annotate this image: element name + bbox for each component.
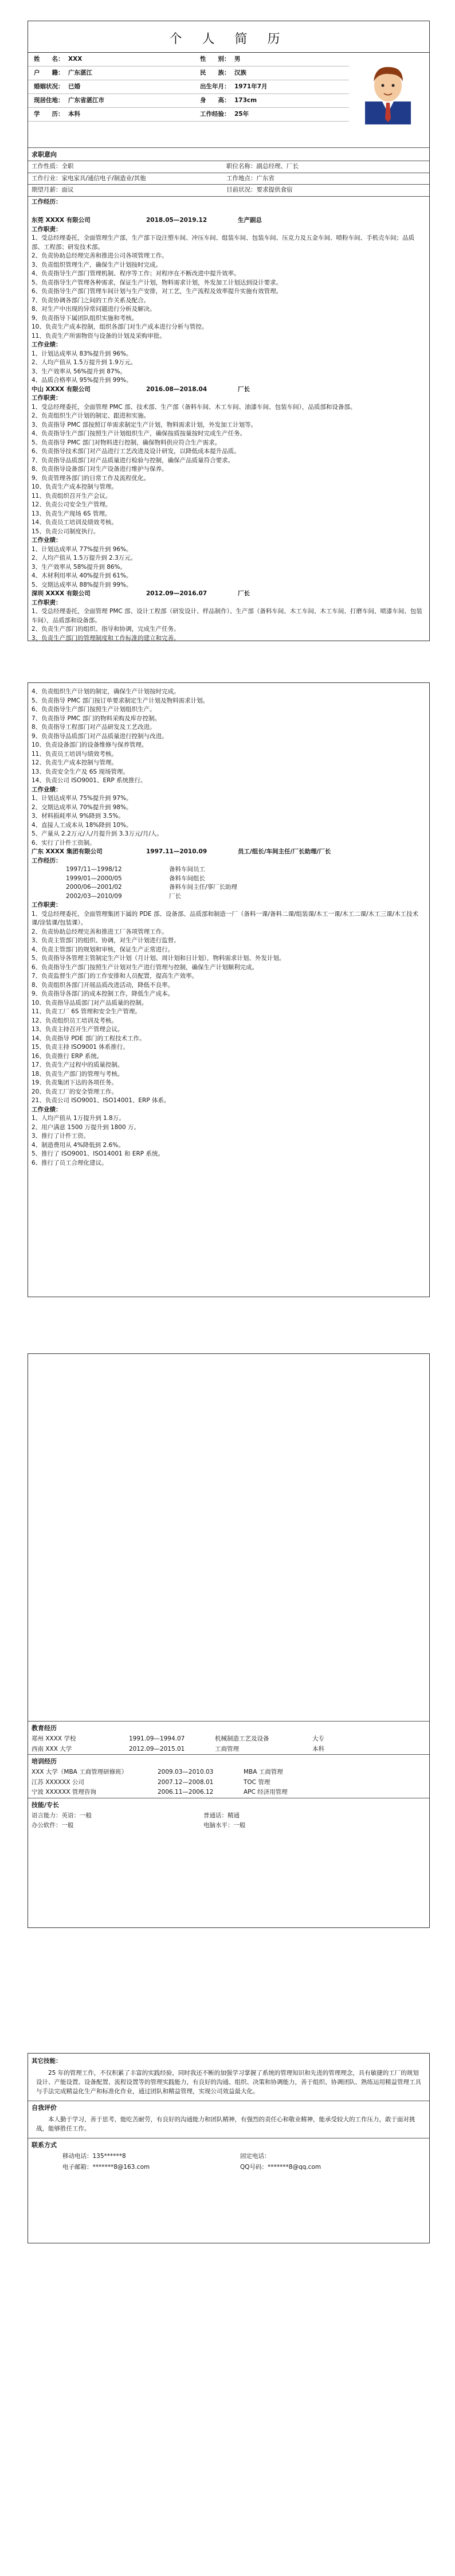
label: 工作地点： (226, 174, 257, 182)
label: 移动电话： (62, 2152, 93, 2160)
profile-label: 身 高： (200, 97, 230, 104)
profile-label: 出生年月： (200, 83, 230, 90)
course: APC 经济用管理 (244, 1789, 288, 1796)
job-line: 21、负责公司 ISO9001、ISO14001、ERP 体系。 (32, 1097, 170, 1104)
job-line: 5、交期达成率从 88%提升到 99%。 (32, 581, 132, 588)
job-line: 6、推行了员工合理化建议。 (32, 1159, 108, 1166)
job-line: 9、负责管理各部门的日常工作及流程优化。 (32, 474, 150, 482)
history-role: 备料车间主任/事厂长助理 (169, 884, 238, 891)
job-line: 15、负责公司制度执行。 (32, 528, 100, 535)
job-line: 14、负责指导 PDE 部门的工程技术工作。 (32, 1035, 146, 1042)
job-line: 18、负责生产部门的管理与考核。 (32, 1070, 124, 1078)
job-line: 14、负责公司 ISO9001、ERP 系统推行。 (32, 777, 147, 784)
job-line: 3、负责生产部门的管理制度和工作标准的建立和完善。 (32, 634, 180, 642)
job-line: 5、负责指导 PMC 部门对物料进行控制，确保物料供应符合生产需求。 (32, 439, 221, 446)
profile-label: 户 籍： (34, 69, 64, 76)
profile-label: 学 历： (34, 111, 64, 118)
training-heading: 培训经历 (28, 1754, 429, 1767)
degree: 大专 (312, 1735, 324, 1742)
institution: 宁波 XXXXXX 管理咨询 (32, 1789, 96, 1796)
profile-value: 25年 (234, 111, 249, 118)
profile-value: 广东省湛江市 (68, 97, 104, 104)
job-line: 2、负责协助总经理完善和推进工厂各项管理工作。 (32, 928, 168, 935)
institution: 江苏 XXXXXX 公司 (32, 1778, 84, 1786)
job-line: 9、负责指导下属团队组织实施和考核。 (32, 314, 138, 322)
job-line: 12、负责组织员工培训及考核。 (32, 1017, 117, 1024)
profile-label: 现居住地： (34, 97, 64, 104)
job-line: 4、负责组织生产计划的制定，确保生产计划按时完成。 (32, 688, 180, 695)
profile-label: 姓 名： (34, 56, 64, 63)
job-line: 6、负责指导技术部门对产品进行工艺改进及设计研发，以降低成本提升品质。 (32, 448, 240, 455)
job-line: 5、负责指导 PMC 部门按订单要求制定生产计划及物料需求计划。 (32, 697, 209, 704)
profile-value: 男 (234, 56, 241, 63)
job-line: 3、推行了计件工资。 (32, 1133, 90, 1139)
period: 2012.09—2015.01 (129, 1745, 185, 1753)
job-line: 9、负责指导品质部门对产品质量进行控制与改进。 (32, 732, 168, 740)
job-line: 1、受总经理委托，全面管理生产部，生产部下设注塑车间、冲压车间、组装车间、包装车间、压克力及五金车间、喷粉车间、手机壳车间；品质部、工程部；研发技术部。 (32, 235, 415, 251)
job-line: 5、推行了 ISO9001、ISO14001 和 ERP 系统。 (32, 1150, 164, 1157)
status: 要求提供食宿 (256, 186, 293, 193)
profile-label: 民 族： (200, 69, 230, 76)
job-line: 工作业绩： (32, 341, 62, 348)
job-period: 2018.05—2019.12 (146, 217, 207, 224)
profile-value: 173cm (234, 97, 257, 104)
mandarin-level: 精通 (227, 1812, 240, 1819)
job-title: 生产副总 (238, 217, 262, 224)
job-line: 16、负责推行 ERP 系统。 (32, 1052, 103, 1060)
period: 2009.03—2010.03 (158, 1769, 214, 1775)
job-line: 20、负责工厂的安全管理工作。 (32, 1088, 117, 1095)
job-line: 13、负责安全生产及 6S 现场管理。 (32, 768, 129, 775)
job-line: 4、负责指导生产部门管理机制、程序等工作；对程序在不断改进中提升效率。 (32, 270, 240, 277)
history-period: 2000/06—2001/02 (66, 884, 122, 891)
computer-level: 一般 (233, 1822, 246, 1829)
job-line: 5、产量从 2.2万元/人/月提升到 3.3万元/月/人。 (32, 830, 163, 837)
job-line: 4、制造费用从 4%降低到 2.6%。 (32, 1141, 124, 1149)
label: 目前状况： (226, 186, 257, 193)
label: 工作行业： (32, 174, 62, 182)
intent-section (28, 147, 429, 208)
education-section (28, 1721, 429, 1831)
job-line: 5、负责指导生产管理各种需求，保证生产计划，物料需求计划，外发加工计划达到设计要求。 (32, 279, 283, 286)
job-line: 工作职责： (32, 225, 62, 233)
job-title: 员工/组长/车间主任/厂长助理/厂长 (238, 848, 331, 855)
other-skills-heading: 其它技能： (32, 2058, 62, 2064)
job-line: 2、人均产值从 1.5万提升到 2.3万元。 (32, 555, 137, 561)
industry: 家电家具/通信电子/制造业/其他 (61, 174, 146, 182)
language-level: 英语：一般 (61, 1812, 92, 1819)
profile-row (28, 80, 349, 94)
office-level: 一般 (61, 1822, 74, 1829)
history-role: 厂长 (169, 892, 181, 900)
label: 职位名称： (226, 163, 257, 170)
label: 语言能力： (32, 1812, 62, 1819)
history-period: 1999/01—2000/05 (66, 875, 122, 882)
job-title: 副总经理、厂长 (256, 163, 299, 170)
history-row (32, 865, 426, 875)
job-line: 11、负责组织召开生产会议。 (32, 492, 112, 499)
institution: XXX 大学（MBA 工商管理研修班） (32, 1769, 128, 1775)
profile-label: 工作经验： (200, 111, 230, 118)
salary: 面议 (61, 186, 74, 193)
job-line: 7、负责协调各部门之间的工作关系及配合。 (32, 296, 150, 304)
profile-value: 本科 (68, 111, 80, 118)
self-eval-text: 本人勤于学习，善于思考，能吃苦耐劳，有良好的沟通能力和团队精神，有强烈的责任心和敬业精神，能承受较大的工作压力，敢于面对挑战，能够胜任工作。 (36, 2116, 415, 2132)
job-header (32, 216, 426, 225)
job-line: 11、负责生产所需物资与设备的计划及采购审批。 (32, 332, 166, 339)
job-line: 3、负责主管部门的组织、协调，对生产计划进行监督。 (32, 937, 180, 944)
job-line: 2、人均产值从 1.5万提升到 1.9万元。 (32, 359, 137, 366)
job-line: 工作业绩： (32, 786, 62, 793)
job-line: 工作职责： (32, 599, 62, 606)
job-line: 11、负责员工培训与绩效考核。 (32, 750, 117, 758)
profile-value: 已婚 (68, 83, 80, 90)
job-line: 12、负责生产成本控制与管理。 (32, 759, 117, 766)
job-line: 2、负责生产部门的组织、指导和协调，完成生产任务。 (32, 626, 180, 633)
contact-heading: 联系方式 (28, 2138, 429, 2151)
job-header (32, 848, 426, 857)
work-type: 全职 (61, 163, 74, 170)
experience-flow-1 (32, 216, 426, 643)
page-title: 个 人 简 历 (28, 21, 429, 53)
job-line: 工作业绩： (32, 537, 62, 544)
school: 西南 XXX 大学 (32, 1745, 72, 1753)
course: TOC 管理 (244, 1778, 270, 1786)
training-row (28, 1767, 429, 1778)
profile-row (28, 53, 349, 67)
training-row (28, 1787, 429, 1798)
job-line: 3、负责指导 PMC 部按照订单需求制定生产计划，物料需求计划，外发加工计划等。 (32, 421, 257, 428)
job-line: 4、品质合格率从 95%提升到 99%。 (32, 377, 132, 384)
history-row (32, 892, 426, 901)
job-line: 2、负责组织生产计划的制定、跟进和实施。 (32, 412, 150, 419)
major: 机械制造工艺及设备 (215, 1735, 269, 1742)
job-header (32, 385, 426, 395)
email: *******8@163.com (92, 2164, 150, 2171)
job-line: 1、受总经理委托，全面管理 PMC 部、设计工程部（研发设计、样品制作）、生产部（备料车间、木工车间、木工车间、打磨车间、喷漆车间、包装车间），品质部和设备部。 (32, 608, 422, 624)
location: 广东省 (256, 174, 274, 182)
job-period: 1997.11—2010.09 (146, 848, 207, 855)
job-line: 工作职责： (32, 395, 62, 401)
self-eval-heading: 自我评价 (28, 2101, 429, 2114)
major: 工商管理 (215, 1745, 239, 1753)
history-role: 备料车间组长 (169, 875, 205, 882)
label: QQ号码： (240, 2164, 268, 2171)
period: 1991.09—1994.07 (129, 1735, 185, 1742)
history-role: 备料车间员工 (169, 866, 205, 873)
education-row (28, 1734, 429, 1744)
other-skills-text: 25 年的管理工作，不仅积累了丰富的实践经验，同时我还不断的加强学习掌握了系统的管理知识和先进的管理理念，具有敏捷的工厂的规划设计、产能设置、设备配置、流程设置等的管理实践能力，有良好的沟通、组织、决策和协调能力，善于组织、协调团队、熟练运用精益管理工具与手法完成精益化生产和标准化作业，通过团队和精益管理，实现公司效益最大化。 (36, 2069, 421, 2095)
job-line: 2、负责协助总经理完善和推进公司各项管理工作。 (32, 252, 168, 259)
job-period: 2016.08—2018.04 (146, 385, 207, 393)
job-period: 2012.09—2016.07 (146, 590, 207, 597)
intent-heading: 求职意向 (28, 147, 429, 161)
job-line: 6、负责指导生产部门管理车间计划与生产安排，对工艺，生产流程及效率提升实施有效管理。 (32, 288, 283, 295)
job-line: 1、计划达成率从 75%提升到 97%。 (32, 795, 132, 802)
label: 普通话： (203, 1812, 227, 1819)
profile-value: 广东湛江 (68, 69, 92, 76)
job-title: 厂长 (238, 590, 250, 597)
job-line: 4、直接人工成本从 18%降到 10%。 (32, 821, 132, 829)
label: 电子邮箱： (62, 2164, 93, 2171)
history-period: 1997/11—1998/12 (66, 866, 122, 873)
experience-heading: 工作经历： (28, 196, 429, 208)
company-name: 深圳 XXXX 有限公司 (32, 590, 91, 597)
profile-value: 汉族 (234, 69, 246, 76)
qq-number: *******8@qq.com (268, 2164, 321, 2171)
company-name: 广东 XXXX 集团有限公司 (32, 848, 103, 855)
job-line: 3、材料损耗率从 9%降到 3.5%。 (32, 813, 124, 819)
job-line: 3、生产效率从 58%提升到 86%。 (32, 563, 127, 571)
job-title: 厂长 (238, 385, 250, 393)
company-name: 东莞 XXXX 有限公司 (32, 217, 91, 224)
job-line: 3、生产效率从 56%提升到 87%。 (32, 368, 127, 375)
company-name: 中山 XXXX 有限公司 (32, 385, 91, 393)
label: 期望月薪： (32, 186, 62, 193)
job-line: 6、负责指导生产部门按照生产计划对生产进行管理与控制，确保生产计划顺利完成。 (32, 963, 258, 971)
profile-label: 性 别： (200, 56, 230, 63)
job-line: 13、负责生产现场 6S 管理。 (32, 510, 111, 517)
job-line: 4、负责指导生产部门按照生产计划组织生产，确保按质按量按时完成生产任务。 (32, 430, 246, 437)
history-period: 2002/03—2010/09 (66, 892, 122, 900)
profile-value: XXX (68, 56, 83, 63)
job-line: 7、负责指导 PMC 部门的物料采购及库存控制。 (32, 715, 161, 722)
page-4 (28, 2053, 430, 2243)
job-line: 13、负责主持召开生产管理会议。 (32, 1026, 124, 1033)
job-line: 5、负责指导各管理主管制定生产计划（月计划、周计划和日计划），物料需求计划、外发计划。 (32, 955, 285, 962)
avatar-illustration (359, 56, 417, 124)
job-line: 10、负责指导品质部门对产品质量的控制。 (32, 999, 148, 1006)
job-line: 9、负责指导各部门的成本控制工作，降低生产成本。 (32, 990, 174, 997)
page-2 (28, 682, 430, 1297)
job-line: 12、负责公司安全生产管理。 (32, 501, 112, 508)
job-line: 11、负责工厂 6S 管理和安全生产管理。 (32, 1008, 141, 1015)
job-line: 6、负责指导生产部门按照生产计划组织生产。 (32, 706, 156, 713)
profile-row (28, 67, 349, 80)
job-line: 7、负责指导品质部门对产品质量进行检验与控制，确保产品质量符合要求。 (32, 456, 234, 464)
job-line: 10、负责生产成本控制与管理。 (32, 483, 117, 490)
job-line: 17、负责生产过程中的质量控制。 (32, 1061, 124, 1068)
job-line: 2、用户满意 1500 万提升到 1800 万。 (32, 1123, 140, 1131)
job-line: 8、负责指导工程部门对产品研发及工艺改进。 (32, 724, 156, 731)
job-line: 3、负责组织管理生产，确保生产计划按时完成。 (32, 261, 162, 268)
course: MBA 工商管理 (244, 1769, 283, 1775)
job-line: 10、负责设备部门的设备维修与保养管理。 (32, 741, 148, 748)
profile-row (28, 108, 349, 122)
school: 郑州 XXXX 学校 (32, 1735, 76, 1742)
experience-flow-2 (32, 688, 426, 1168)
job-line: 7、负责监督生产部门的工作安排和人员配置，提高生产效率。 (32, 973, 198, 979)
job-line: 1、人均产值从 1万提升到 1.8万。 (32, 1115, 125, 1122)
job-line: 6、实行了计件工资制。 (32, 839, 96, 846)
job-header (32, 590, 426, 599)
job-line: 15、负责主持 ISO9001 体系推行。 (32, 1044, 129, 1051)
profile-table (28, 53, 349, 122)
job-line: 2、交期达成率从 70%提升到 98%。 (32, 803, 132, 811)
job-line: 14、负责员工培训及绩效考核。 (32, 519, 117, 526)
label: 工作性质： (32, 163, 62, 170)
job-line: 8、负责指导设备部门对生产设备进行维护与保养。 (32, 466, 168, 473)
history-row (32, 883, 426, 892)
job-line: 8、负责组织各部门开展品质改进活动，降低不良率。 (32, 981, 174, 989)
label: 办公软件： (32, 1822, 62, 1829)
period: 2006.11—2006.12 (158, 1789, 214, 1796)
job-line: 1、计划达成率从 77%提升到 96%。 (32, 545, 132, 553)
job-line: 工作经历： (32, 857, 62, 864)
job-line: 4、负责主管部门的规划和审核，保证生产正常进行。 (32, 946, 174, 953)
training-row (28, 1778, 429, 1788)
education-row (28, 1744, 429, 1755)
profile-row (28, 94, 349, 108)
job-line: 工作职责： (32, 901, 62, 908)
job-line: 1、计划达成率从 83%提升到 96%。 (32, 350, 132, 357)
job-line: 8、对生产中出现的异常问题进行分析及解决。 (32, 306, 156, 313)
job-line: 4、木材利用率从 40%提升到 61%。 (32, 572, 132, 579)
job-line: 1、受总经理委托，全面管理集团下属的 PDE 部、设备部、品质部和制造一厂（备料一课/备料二课/组装课/木工一课/木工二课/木工三课/木工技术课/涂装课/包装课）。 (32, 910, 419, 926)
profile-value: 1971年7月 (234, 83, 268, 90)
label: 固定电话： (240, 2152, 270, 2160)
job-line: 10、负责生产成本控制，组织各部门对生产成本进行分析与管控。 (32, 323, 208, 330)
job-line: 19、负责集团下达的各项任务。 (32, 1079, 117, 1086)
profile-label: 婚姻状况： (34, 83, 64, 90)
page-3 (28, 1353, 430, 1928)
mobile-phone: 135******8 (92, 2152, 126, 2160)
label: 电脑水平： (203, 1822, 234, 1829)
history-row (32, 875, 426, 884)
avatar (359, 56, 417, 124)
degree: 本科 (312, 1745, 324, 1753)
period: 2007.12—2008.01 (158, 1778, 214, 1786)
page-1 (28, 21, 430, 641)
job-line: 1、受总经理委托，全面管理 PMC 部、技术部、生产部（备料车间、木工车间、油漆车间、包装车间），品质部和设备部。 (32, 403, 356, 411)
education-heading: 教育经历 (28, 1721, 429, 1734)
skills-heading: 技能/专长 (28, 1798, 429, 1811)
job-line: 工作业绩： (32, 1106, 62, 1113)
